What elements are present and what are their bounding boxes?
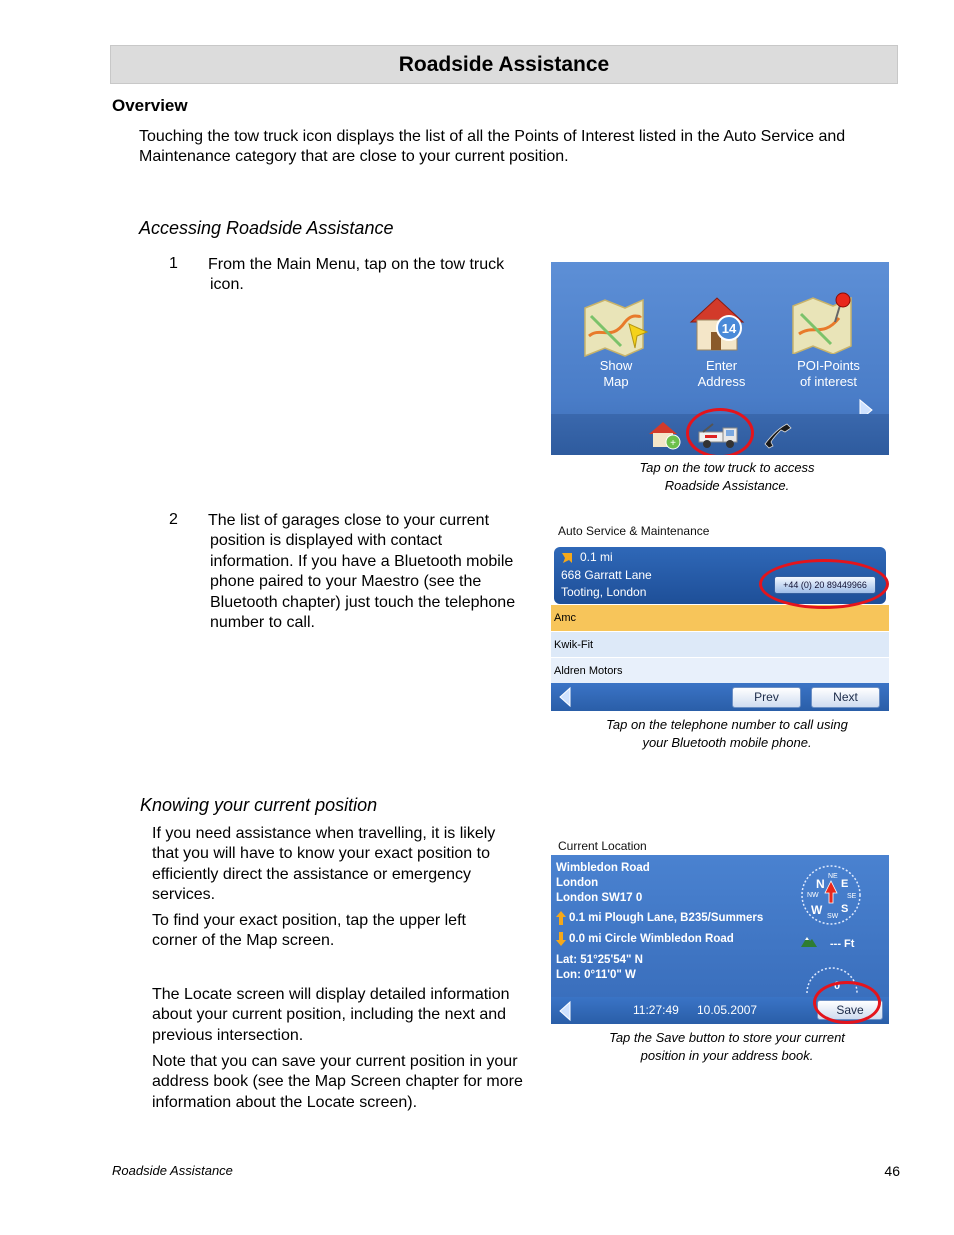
garage-distance: 0.1 mi (580, 550, 613, 564)
overview-line: Maintenance category that are close to your current position. (139, 148, 569, 166)
compass-ne: NE (828, 873, 838, 880)
step-line: icon. (210, 276, 244, 294)
longitude: Lon: 0°11'0" W (556, 969, 636, 981)
phone-shortcut-icon[interactable] (761, 420, 793, 450)
garage-screen-title: Auto Service & Maintenance (558, 524, 710, 538)
label-line: Map (603, 374, 629, 389)
show-map-label[interactable] (586, 358, 646, 390)
caption-line: Roadside Assistance. (664, 478, 790, 493)
step-line: position is displayed with contact (210, 532, 443, 550)
compass-w: W (811, 903, 823, 917)
main-menu-caption (551, 459, 903, 495)
phone-highlight (759, 559, 889, 609)
back-arrow-icon[interactable] (557, 1000, 573, 1022)
altitude-readout: --- Ft (830, 938, 855, 950)
paragraph-line: about your current position, including the next and (152, 1006, 507, 1024)
paragraph-line: services. (152, 886, 216, 904)
compass-e: E (841, 878, 849, 890)
speed-readout: 0 (834, 980, 841, 992)
direction-arrow-icon (560, 551, 574, 565)
paragraph-line: corner of the Map screen. (152, 932, 335, 950)
paragraph-line: address book (see the Map Screen chapter for more (152, 1073, 523, 1091)
knowing-heading: Knowing your current position (140, 795, 378, 815)
paragraph-line: efficiently direct the assistance or emergency (152, 865, 471, 883)
compass-sw: SW (827, 913, 839, 920)
main-menu-screenshot (551, 262, 889, 455)
enter-address-label[interactable] (689, 358, 754, 390)
house-icon (687, 292, 747, 354)
location-screen-title: Current Location (558, 839, 647, 853)
prev-button[interactable]: Prev (732, 687, 801, 708)
step-line: phone paired to your Maestro (see the (210, 573, 482, 591)
footer-section-name: Roadside Assistance (112, 1163, 233, 1178)
compass-n: N (816, 877, 825, 891)
compass-se: SE (847, 893, 857, 900)
paragraph-line: Note that you can save your current position in your (152, 1053, 518, 1070)
paragraph-line: previous intersection. (152, 1026, 304, 1044)
garage-address-line1: 668 Garratt Lane (561, 568, 652, 582)
knowing-paragraph-1 (152, 824, 495, 906)
caption-line: Tap on the telephone number to call using (606, 717, 848, 732)
compass-nw: NW (807, 892, 819, 899)
overview-paragraph (139, 127, 845, 168)
list-item[interactable]: Aldren Motors (551, 657, 889, 683)
label-line: Address (697, 374, 746, 389)
label-line: POI-Points (797, 358, 860, 373)
page-title: Roadside Assistance (110, 45, 898, 84)
step-line: From the Main Menu, tap on the tow truck (208, 256, 505, 273)
accessing-heading: Accessing Roadside Assistance (139, 218, 394, 238)
caption-line: your Bluetooth mobile phone. (642, 735, 812, 750)
save-highlight (813, 981, 881, 1024)
location-city: London (556, 877, 599, 889)
current-location-screenshot (551, 835, 889, 1024)
step-line: The list of garages close to your current (208, 512, 490, 529)
location-road: Wimbledon Road (556, 862, 650, 874)
caption-line: Tap the Save button to store your current (609, 1030, 845, 1045)
garage-bottom-bar (551, 683, 889, 711)
next-button[interactable]: Next (811, 687, 880, 708)
garage-caption (551, 716, 903, 752)
step-1-text (208, 255, 504, 296)
poi-label[interactable] (791, 358, 866, 390)
paragraph-line: If you need assistance when travelling, it is likely (152, 825, 496, 842)
garage-address-line2: Tooting, London (561, 585, 647, 599)
step-number: 2 (169, 511, 178, 528)
location-caption (551, 1029, 903, 1065)
step-line: Bluetooth chapter) just touch the telephone (210, 593, 516, 611)
house-number: 14 (721, 321, 737, 336)
previous-intersection: 0.0 mi Circle Wimbledon Road (569, 933, 734, 945)
mountain-icon (801, 935, 817, 947)
tow-truck-highlight (686, 408, 754, 455)
list-item[interactable]: Kwik-Fit (551, 631, 889, 657)
current-time: 11:27:49 (633, 1003, 679, 1017)
paragraph-line: that you will have to know your exact position to (152, 845, 490, 863)
label-line: of interest (799, 374, 858, 389)
label-line: Show (599, 358, 633, 373)
home-shortcut-icon[interactable] (647, 418, 681, 450)
paragraph-line: The Locate screen will display detailed information (152, 986, 510, 1003)
save-button[interactable]: Save (817, 1000, 883, 1020)
down-arrow-icon (556, 932, 566, 946)
location-postcode: London SW17 0 (556, 892, 643, 904)
overview-line: Touching the tow truck icon displays the list of all the Points of Interest listed in the Auto Service and (139, 128, 846, 145)
list-item[interactable]: Amc (551, 605, 889, 631)
garage-list-screenshot (551, 519, 889, 711)
page-number: 46 (884, 1163, 900, 1179)
svg-text:+: + (670, 438, 676, 449)
paragraph-line: To find your exact position, tap the upper left (152, 912, 466, 929)
caption-line: position in your address book. (640, 1048, 814, 1063)
paragraph-line: information about the Locate screen). (152, 1093, 418, 1111)
back-arrow-icon[interactable] (557, 686, 573, 708)
knowing-paragraph-2 (152, 911, 466, 952)
compass-s: S (841, 903, 849, 915)
up-arrow-icon (556, 911, 566, 925)
map-icon (581, 296, 653, 360)
label-line: Enter (705, 358, 738, 373)
next-intersection: 0.1 mi Plough Lane, B235/Summers (569, 912, 764, 924)
step-line: number to call. (210, 614, 315, 632)
overview-heading: Overview (112, 96, 188, 115)
caption-line: Tap on the tow truck to access (639, 460, 815, 475)
step-line: information. If you have a Bluetooth mobile (210, 552, 514, 570)
knowing-paragraph-3 (152, 985, 510, 1046)
current-date: 10.05.2007 (697, 1003, 758, 1017)
step-number: 1 (169, 255, 178, 272)
poi-map-icon (789, 290, 861, 354)
step-2-text (208, 511, 515, 633)
latitude: Lat: 51°25'54" N (556, 954, 643, 966)
knowing-paragraph-4 (152, 1052, 523, 1113)
phone-number-button[interactable]: +44 (0) 20 89449966 (774, 576, 876, 594)
